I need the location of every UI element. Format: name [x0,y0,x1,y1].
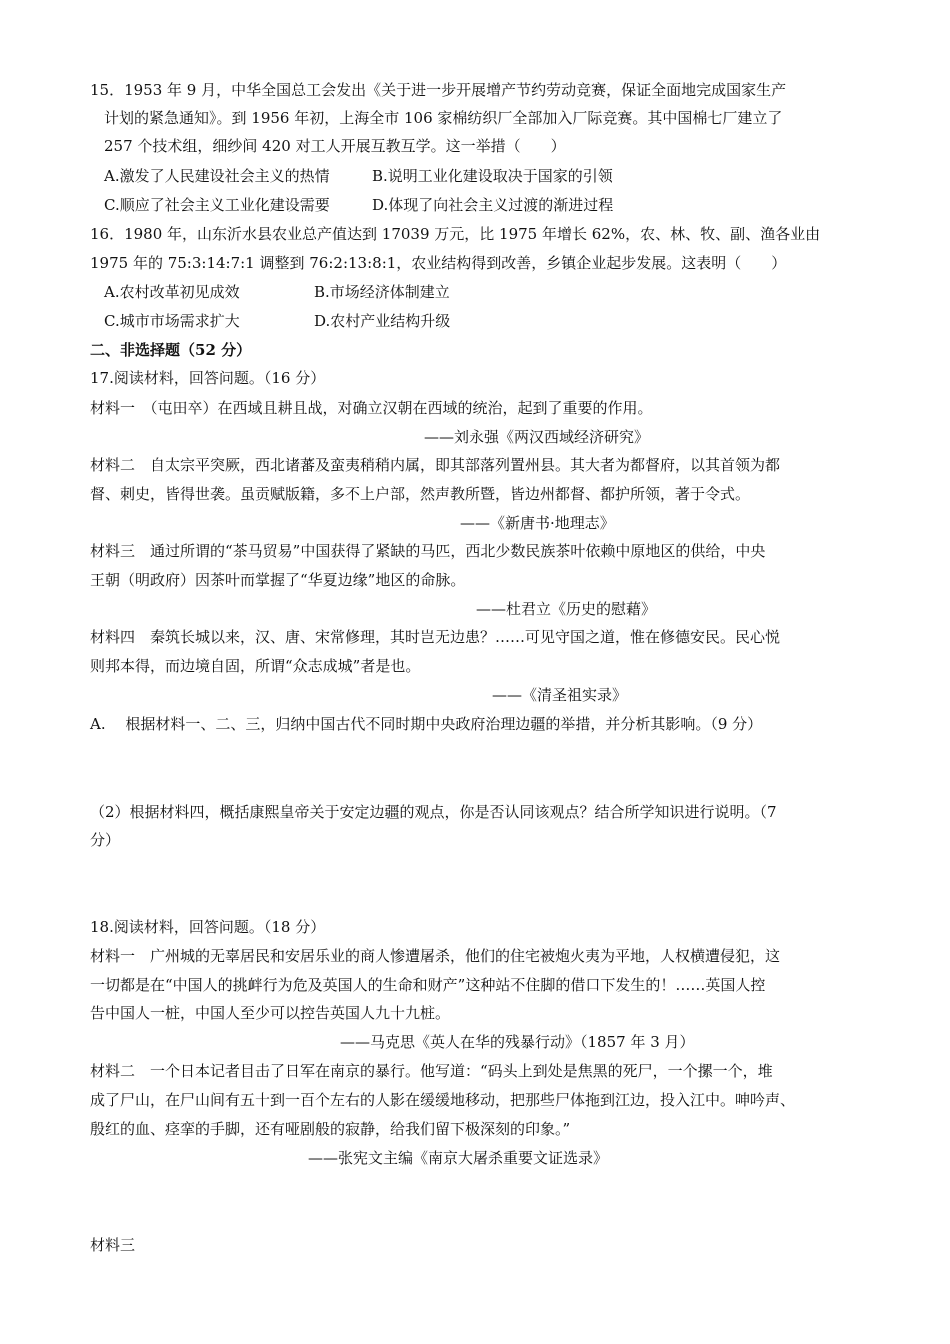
q18-material-2-line-2: 成了尸山，在尸山间有五十到一百个左右的人影在缓缓地移动，把那些尸体拖到江边，投入江中。呻吟声、 [90,1091,796,1109]
q15-option-b: B.说明工业化建设取决于国家的引领 [372,167,613,185]
q17-material-2-line-2: 督、刺史，皆得世袭。虽贡赋版籍，多不上户部，然声教所暨，皆边州都督、都护所领，著于令式。 [90,485,751,503]
q18-material-1-line-1: 材料一 广州城的无辜居民和安居乐业的商人惨遭屠杀，他们的住宅被炮火夷为平地，人权横遭侵犯，这 [90,947,781,965]
q16-option-b: B.市场经济体制建立 [314,283,450,301]
q16-line-1: 16．1980 年，山东沂水县农业总产值达到 17039 万元，比 1975 年增长 62%，农、林、牧、副、渔各业由 [90,225,821,243]
q18-material-1-source: ——马克思《英人在华的残暴行动》（1857 年 3 月） [340,1033,695,1051]
q16-option-d: D.农村产业结构升级 [314,312,451,330]
q18-material-1-line-2: 一切都是在“中国人的挑衅行为危及英国人的生命和财产”这种站不住脚的借口下发生的！……英国人控 [90,976,766,994]
q17-material-1: 材料一 （屯田卒）在西域且耕且战，对确立汉朝在西域的统治，起到了重要的作用。 [90,399,653,417]
q18-material-3-label: 材料三 [90,1236,136,1254]
q15-option-c: C.顺应了社会主义工业化建设需要 [104,196,330,214]
q17-question-a: A. 根据材料一、二、三，归纳中国古代不同时期中央政府治理边疆的举措，并分析其影响。（9 分） [90,715,763,733]
q17-question-2-line-2: 分） [90,831,121,849]
q17-material-2-source: ——《新唐书·地理志》 [460,514,615,532]
q15-line-2: 计划的紧急通知》。到 1956 年初，上海全市 106 家棉纺织厂全部加入厂际竞赛。其中国棉七厂建立了 [104,109,783,127]
q16-option-a: A.农村改革初见成效 [104,283,240,301]
q17-material-3-line-1: 材料三 通过所谓的“茶马贸易”中国获得了紧缺的马匹，西北少数民族茶叶依赖中原地区的供给，中央 [90,542,766,560]
q15-line-1: 15．1953 年 9 月，中华全国总工会发出《关于进一步开展增产节约劳动竞赛，保证全面地完成国家生产 [90,81,787,99]
q18-material-1-line-3: 告中国人一桩，中国人至少可以控告英国人九十九桩。 [90,1004,451,1022]
q15-option-d: D.体现了向社会主义过渡的渐进过程 [372,196,614,214]
q18-title: 18.阅读材料，回答问题。（18 分） [90,918,326,936]
q16-option-c: C.城市市场需求扩大 [104,312,240,330]
q17-material-4-line-1: 材料四 秦筑长城以来，汉、唐、宋常修理，其时岂无边患？……可见守国之道，惟在修德安民。民心悦 [90,628,781,646]
q17-material-1-source: ——刘永强《两汉西域经济研究》 [424,428,650,446]
q16-line-2: 1975 年的 75:3:14:7:1 调整到 76:2:13:8:1，农业结构得到改善，乡镇企业起步发展。这表明（ ） [90,254,787,272]
q15-line-3: 257 个技术组，细纱间 420 对工人开展互教互学。这一举措（ ） [104,137,566,155]
q18-material-2-line-1: 材料二 一个日本记者目击了日军在南京的暴行。他写道：“码头上到处是焦黑的死尸，一个摞一个，堆 [90,1062,773,1080]
q17-title: 17.阅读材料，回答问题。（16 分） [90,369,326,387]
q18-material-2-line-3: 殷红的血、痉挛的手脚，还有哑剧般的寂静，给我们留下极深刻的印象。” [90,1120,571,1138]
section-heading-non-choice: 二、非选择题（52 分） [90,341,252,359]
q17-material-4-line-2: 则邦本得，而边境自固，所谓“众志成城”者是也。 [90,657,421,675]
q17-material-3-source: ——杜君立《历史的慰藉》 [476,600,657,618]
q15-option-a: A.激发了人民建设社会主义的热情 [104,167,330,185]
q17-material-2-line-1: 材料二 自太宗平突厥，西北诸蕃及蛮夷稍稍内属，即其部落列置州县。其大者为都督府，以其首领为都 [90,456,781,474]
q17-material-3-line-2: 王朝（明政府）因茶叶而掌握了“华夏边缘”地区的命脉。 [90,571,466,589]
q18-material-2-source: ——张宪文主编《南京大屠杀重要文证选录》 [308,1149,609,1167]
q17-material-4-source: ——《清圣祖实录》 [492,686,628,704]
q17-question-2-line-1: （2）根据材料四，概括康熙皇帝关于安定边疆的观点，你是否认同该观点？结合所学知识进行说明。（7 [90,803,777,821]
